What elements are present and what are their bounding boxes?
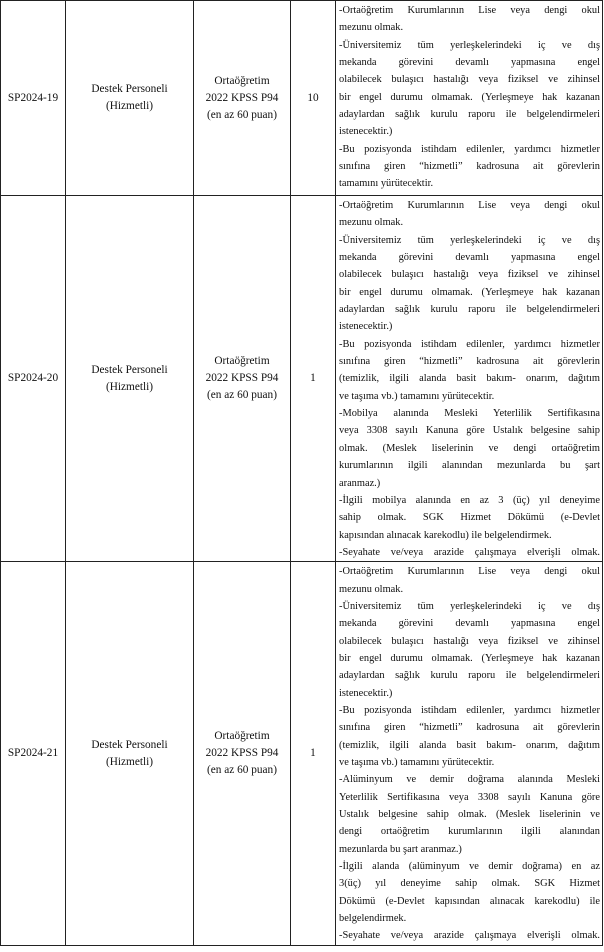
requirement-line: olabilecek bulaşıcı hastalığı veya fiziksel ve zihinsel [339, 269, 600, 281]
requirement-line: istenecektir.) [339, 126, 393, 138]
requirement-line: -Üniversitemiz tüm yerleşkelerindeki iç ve dış [339, 600, 600, 612]
requirement-line: istenecektir.) [339, 687, 393, 699]
requirements-cell [336, 1, 603, 196]
education-line: (en az 60 puan) [207, 108, 277, 121]
requirement-line: sınıfına giren “hizmetli” kadrosuna ait görevlerin [339, 356, 600, 368]
position-title [66, 562, 194, 946]
requirement-line: Ustalık belgesine sahip olmak. (Meslek liselerinin ve [339, 809, 600, 821]
education-line: 2022 KPSS P94 [205, 91, 279, 104]
position-row [1, 196, 603, 562]
position-title-line: Destek Personeli [91, 363, 168, 376]
requirement-line: bir engel durumu olmamak. (Yerleşmeye hak kazanan [339, 91, 600, 103]
requirement-line: aranmaz.) [339, 477, 381, 489]
requirement-line: -Üniversitemiz tüm yerleşkelerindeki iç ve dış [339, 234, 600, 246]
requirement-line: adaylardan sağlık kurulu raporu ile belgelendirmeleri [339, 304, 600, 316]
position-title [66, 196, 194, 562]
requirements-cell [336, 562, 603, 946]
requirement-line: sınıfına giren “hizmetli” kadrosuna ait görevlerin [339, 722, 600, 734]
requirement-line: olabilecek bulaşıcı hastalığı veya fiziksel ve zihinsel [339, 635, 600, 647]
requirement-line: kapısından alınacak karekodlu) ile belgelendirmek. [339, 529, 552, 541]
education-line: Ortaöğretim [214, 74, 270, 87]
requirement-line: -Seyahate ve/veya arazide çalışmaya elverişli olmak. [339, 930, 600, 942]
requirement-line: 3(üç) yıl deneyime sahip olmak. SGK Hizmet [339, 878, 600, 890]
requirement-line: (temizlik, ilgili alanda basit bakım- onarım, dağıtım [339, 373, 600, 385]
requirement-line: -İlgili mobilya alanında en az 3 (üç) yıl deneyime [339, 494, 600, 506]
position-row [1, 1, 603, 196]
requirement-line: istenecektir.) [339, 321, 393, 333]
position-code: SP2024-20 [1, 196, 66, 562]
requirement-line: -Ortaöğretim Kurumlarının Lise veya dengi okul [339, 566, 600, 578]
requirement-line: mezunu olmak. [339, 583, 404, 595]
education-line: (en az 60 puan) [207, 764, 277, 777]
requirement-line: ve taşıma vb.) tamamını yürütecektir. [339, 390, 495, 402]
requirement-line: kurumlarının ilgili alanından mezunlarda bu şart [339, 460, 600, 472]
position-code: SP2024-21 [1, 562, 66, 946]
requirement-line: Yeterlilik Sertifikasına veya 3308 sayılı Kanuna göre [339, 791, 600, 803]
education-line: Ortaöğretim [214, 355, 270, 368]
requirement-line: (temizlik, ilgili alanda basit bakım- onarım, dağıtım [339, 739, 600, 751]
requirement-line: -Üniversitemiz tüm yerleşkelerindeki iç ve dış [339, 39, 600, 51]
requirement-line: -Bu pozisyonda istihdam edilenler, yardımcı hizmetler [339, 338, 600, 350]
education-requirement [194, 196, 291, 562]
position-quantity: 10 [291, 1, 336, 196]
education-requirement [194, 1, 291, 196]
requirements-cell [336, 196, 603, 562]
requirement-line: dengi ortaöğretim kurumlarının ilgili alanından [339, 826, 600, 838]
requirement-line: mezunu olmak. [339, 22, 404, 34]
requirement-line: -Ortaöğretim Kurumlarının Lise veya dengi okul [339, 200, 600, 211]
requirement-line: sınıfına giren “hizmetli” kadrosuna ait görevlerin [339, 161, 600, 173]
position-quantity: 1 [291, 562, 336, 946]
requirement-line: -İlgili alanda (alüminyum ve demir doğrama) en az [339, 861, 600, 873]
position-title-line: (Hizmetli) [105, 100, 154, 112]
requirement-line: -Bu pozisyonda istihdam edilenler, yardımcı hizmetler [339, 143, 600, 155]
requirement-line: -Bu pozisyonda istihdam edilenler, yardımcı hizmetler [339, 704, 600, 716]
requirement-line: adaylardan sağlık kurulu raporu ile belgelendirmeleri [339, 670, 600, 682]
requirement-line: ve taşıma vb.) tamamını yürütecektir. [339, 757, 495, 768]
requirement-line: mezunlarda bu şart aranmaz.) [339, 843, 462, 855]
position-quantity: 1 [291, 196, 336, 562]
requirement-line: adaylardan sağlık kurulu raporu ile belgelendirmeleri [339, 109, 600, 121]
education-line: 2022 KPSS P94 [205, 372, 279, 385]
requirement-line: sahip olmak. SGK Hizmet Dökümü (e-Devlet [339, 512, 600, 524]
position-row [1, 562, 603, 946]
requirement-line: bir engel durumu olmamak. (Yerleşmeye hak kazanan [339, 286, 600, 298]
requirement-line: veya 3308 sayılı Kanuna göre Ustalık belgesine sahip [339, 425, 600, 437]
education-line: 2022 KPSS P94 [205, 747, 279, 760]
education-line: Ortaöğretim [214, 730, 270, 743]
requirement-line: -Alüminyum ve demir doğrama alanında Mesleki [339, 774, 600, 786]
education-line: (en az 60 puan) [207, 389, 277, 402]
position-title-line: (Hizmetli) [105, 380, 154, 393]
position-title-line: (Hizmetli) [105, 755, 154, 768]
requirement-line: Dökümü (e-Devlet kapısından alınacak karekodlu) ile [339, 895, 600, 907]
requirement-line: olmak. (Meslek liselerinin ve dengi ortaöğretim [339, 442, 600, 454]
requirement-line: mekanda görevini devamlı yapmasına engel [339, 252, 600, 264]
requirement-line: mekanda görevini devamlı yapmasına engel [339, 57, 600, 69]
requirement-line: -Ortaöğretim Kurumlarının Lise veya dengi okul [339, 5, 600, 16]
position-code: SP2024-19 [1, 1, 66, 196]
position-title-line: Destek Personeli [91, 738, 168, 751]
position-title [66, 1, 194, 196]
requirement-line: -Seyahate ve/veya arazide çalışmaya elverişli olmak. [339, 546, 600, 558]
requirement-line: -Mobilya alanında Mesleki Yeterlilik Sertifikasına [339, 408, 600, 420]
education-requirement [194, 562, 291, 946]
position-title-line: Destek Personeli [91, 83, 168, 95]
requirement-line: tamamını yürütecektir. [339, 178, 434, 190]
requirement-line: mekanda görevini devamlı yapmasına engel [339, 618, 600, 630]
requirement-line: mezunu olmak. [339, 217, 404, 229]
requirement-line: belgelendirmek. [339, 913, 407, 925]
requirement-line: bir engel durumu olmamak. (Yerleşmeye hak kazanan [339, 652, 600, 664]
requirement-line: olabilecek bulaşıcı hastalığı veya fiziksel ve zihinsel [339, 74, 600, 86]
